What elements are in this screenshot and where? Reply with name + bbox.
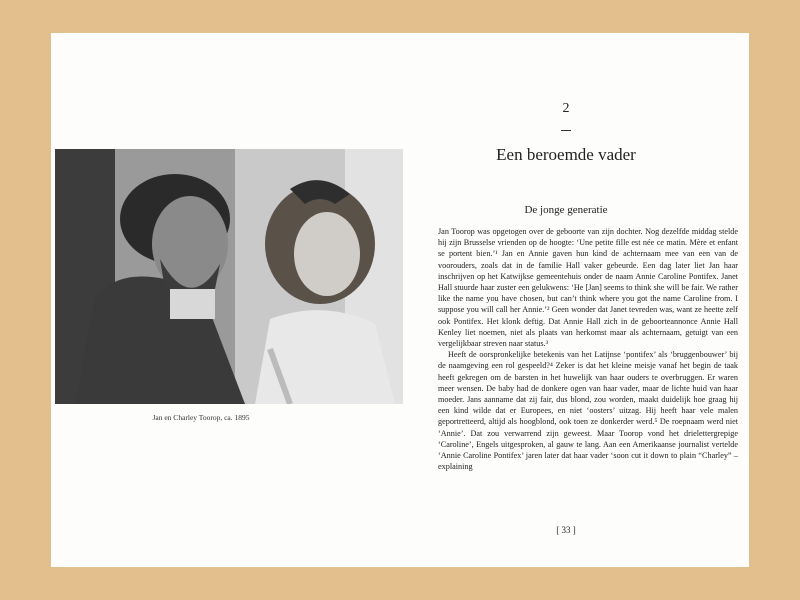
photo-illustration — [55, 149, 403, 404]
book-spread — [51, 33, 749, 567]
portrait-photo — [55, 149, 403, 404]
body-text — [438, 226, 738, 472]
paragraph: Jan Toorop was opgetogen over de geboorte van zijn dochter. Nog dezelfde middag stelde hij zijn Brusselse vrienden op de hoogte: ‘Une petite fille est née ce matin. Mère et enfant se portent bien.’¹ Jan en Annie gaven hun kind de achternaam mee van een van de voorouders, zoals dat in de familie Hall vaker gebeurde. Een dag later liet Jan haar inschrijven op het Katwijkse gemeentehuis onder de naam Annie Caroline Pontifex. Janet Hall stuurde haar zuster een gelukwens: ‘He [Jan] seems to think she will be fair. We rather like the name you have chosen, but can’t think where you got the name Caroline from. I suppose you will call her Annie.’² Geen wonder dat Janet tevreden was, want ze heette zelf ook Pontifex. Het klonk deftig. Dat Annie Hall zich in de geboorteannonce Annie Hall Kenley liet noemen, niet als plaats van herkomst maar als achternaam, getuigt van een vergelijkbaar streven naar status.³ — [438, 227, 738, 349]
chapter-number: 2 — [562, 101, 570, 116]
photo-caption: Jan en Charley Toorop, ca. 1895 — [152, 413, 250, 422]
chapter-title: Een beroemde vader — [496, 145, 636, 164]
chapter-rule — [561, 130, 571, 131]
section-title: De jonge generatie — [524, 204, 608, 216]
paragraph: Heeft de oorspronkelijke betekenis van het Latijnse ‘pontifex’ als ‘bruggenbouwer’ bij de naamgeving een rol gespeeld?⁴ Zeker is dat het kleine meisje vanaf het begin de taak heeft gekregen om de barsten in het huwelijk van haar ouders te overbruggen. Er waren meer wensen. De baby had de donkere ogen van haar vader, maar de lichte huid van haar moeder. Jans aanname dat zij fair, dus blond, zou worden, maakt duidelijk hoe graag hij een kind wilde dat er Europees, en niet ‘oosters’ uitzag. Hij heeft haar vele malen geportretteerd, altijd als hoogblond, ook toen ze donkerder werd.⁵ De roepnaam werd niet ‘Annie’. Dat zou verwarrend zijn geweest. Maar Toorop vond het drielettergrepige ‘Caroline’, Engels uitgesproken, al gauw te lang. Aan een Amerikaanse journalist vertelde ‘Annie Caroline Pontifex’ jaren later dat haar vader ‘soon cut it down to plain “Charley” – explaining — [438, 350, 738, 472]
page-number: [ 33 ] — [556, 525, 576, 535]
